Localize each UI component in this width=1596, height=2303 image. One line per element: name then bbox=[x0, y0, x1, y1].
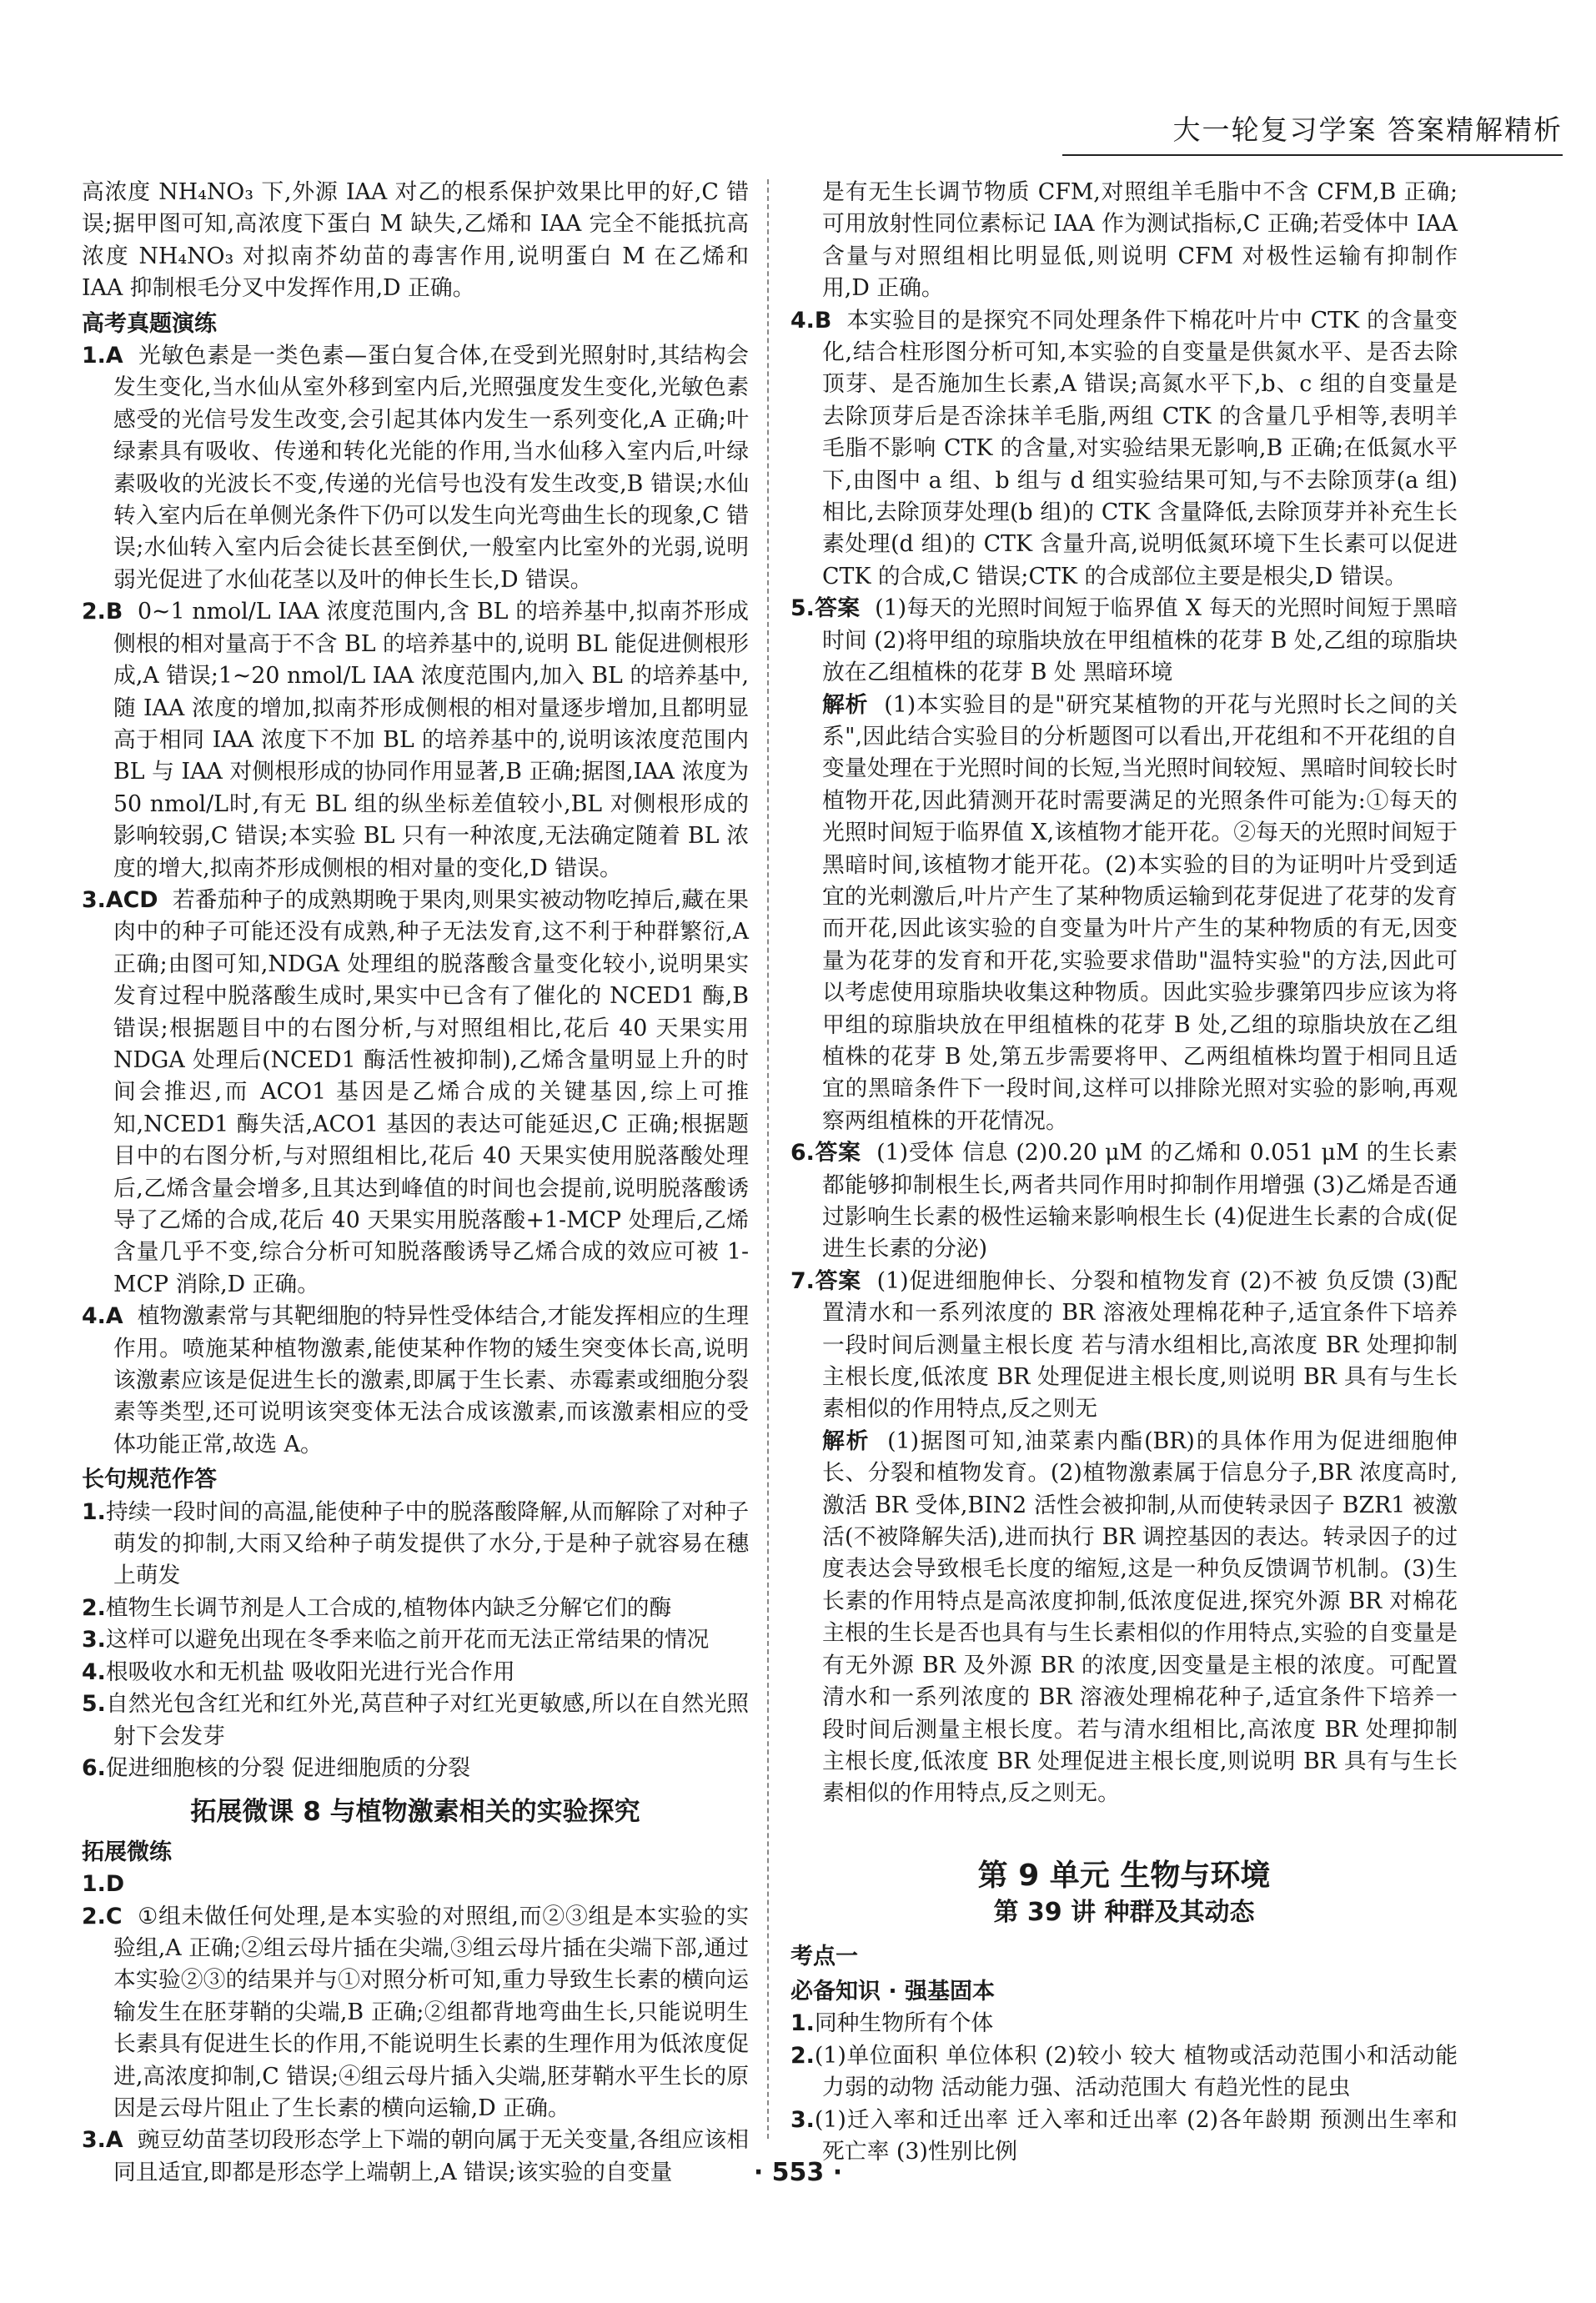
item-number: 1.A bbox=[82, 343, 123, 369]
analysis-text: (1)本实验目的是"研究某植物的开花与光照时长之间的关系",因此结合实验目的分析题图可以看出,开花组和不开花组的自变量处理在于光照时间的长短,当光照时间较短、黑暗时间较长时植物开花,因此猜测开花时需要满足的光照条件可能为:①每天的光照时间短于临界值 X,该植物才能开花。②每天的光照时间短于黑暗时间,该植物才能开花。(2)本实验的目的为证明叶片受到适宜的光刺激后,叶片产生了某种物质运输到花芽促进了花芽的发育而开花,因此该实验的自变量为叶片产生的某种物质的有无,因变量为花芽的发育和开花,实验要求借助"温特实验"的方法,因此可以考虑使用琼脂块收集这种物质。因此实验步骤第四步应该为将甲组的琼脂块放在甲组植株的花芽 B 处,乙组的琼脂块放在乙组植株的花芽 B 处,第五步需要将甲、乙两组植株均置于相同且适宜的黑暗条件下一段时间,这样可以排除光照对实验的影响,再观察两组植株的开花情况。 bbox=[822, 691, 1458, 1134]
item-text: 自然光包含红光和红外光,莴苣种子对红光更敏感,所以在自然光照射下会发芽 bbox=[105, 1691, 749, 1749]
answer-item bbox=[82, 1753, 749, 1784]
item-text: (1)迁入率和迁出率 迁入率和迁出率 (2)各年龄期 预测出生率和死亡率 (3)性别比例 bbox=[814, 2106, 1458, 2165]
answer-item bbox=[790, 305, 1458, 594]
right-column bbox=[790, 177, 1458, 2168]
analysis-label: 解析 bbox=[822, 1427, 871, 1454]
page-number: · 553 · bbox=[753, 2158, 843, 2187]
item-number: 3.ACD bbox=[82, 886, 158, 913]
item-number: 6.答案 bbox=[790, 1140, 861, 1167]
item-number: 2.C bbox=[82, 1903, 123, 1929]
item-number: 3. bbox=[82, 1627, 106, 1653]
item-text: (1)每天的光照时间短于临界值 X 每天的光照时间短于黑暗时间 (2)将甲组的琼脂块放在甲组植株的花芽 B 处,乙组的琼脂块放在乙组植株的花芽 B 处 黑暗环境 bbox=[822, 595, 1458, 686]
item-text: 植物激素常与其靶细胞的特异性受体结合,才能发挥相应的生理作用。喷施某种植物激素,能使某种作物的矮生突变体长高,说明该激素应该是促进生长的激素,即属于生长素、赤霉素或细胞分裂素等类型,还可说明该突变体无法合成该激素,而该激素相应的受体功能正常,故选 A。 bbox=[113, 1303, 749, 1458]
answer-item bbox=[82, 1593, 749, 1624]
answer-item bbox=[82, 1624, 749, 1656]
section-heading-exam: 高考真题演练 bbox=[82, 310, 217, 337]
item-text: 若番茄种子的成熟期晚于果肉,则果实被动物吃掉后,藏在果肉中的种子可能还没有成熟,种子无法发育,这不利于种群繁衍,A 正确;由图可知,NDGA 处理组的脱落酸含量变化较小,说明果实发育过程中脱落酸生成时,果实中已含有了催化的 NCED1 酶,B 错误;根据题目中的右图分析,与对照组相比,花后 40 天果实用 NDGA 处理后(NCED1 酶活性被抑制),乙烯含量明显上升的时间会推迟,而 ACO1 基因是乙烯合成的关键基因,综上可推知,NCED1 酶失活,ACO1 基因的表达可能延迟,C 正确;根据题目中的右图分析,与对照组相比,花后 40 天果实使用脱落酸处理后,乙烯含量会增多,且其达到峰值的时间也会提前,说明脱落酸诱导了乙烯的合成,花后 40 天果实用脱落酸+1-MCP 处理后,乙烯含量几乎不变,综合分析可知脱落酸诱导乙烯合成的效应可被 1-MCP 消除,D 正确。 bbox=[113, 886, 749, 1297]
section-heading-practice: 拓展微练 bbox=[82, 1839, 172, 1865]
running-header: 大一轮复习学案 答案精解精析 bbox=[1062, 108, 1563, 156]
analysis-paragraph bbox=[790, 690, 1458, 1138]
answer-item bbox=[82, 1657, 749, 1688]
item-text: 0~1 nmol/L IAA 浓度范围内,含 BL 的培养基中,拟南芥形成侧根的相对量高于不含 BL 的培养基中的,说明 BL 能促进侧根形成,A 错误;1~20 nmol/L IAA 浓度范围内,加入 BL 的培养基中,随 IAA 浓度的增加,拟南芥形成侧根的相对量逐步增加,且都明显高于相同 IAA 浓度下不加 BL 的培养基中的,说明该浓度范围内 BL 与 IAA 对侧根形成的协同作用显著,B 正确;据图,IAA 浓度为 50 nmol/L时,有无 BL 组的纵坐标差值较小,BL 对侧根形成的影响较弱,C 错误;本实验 BL 只有一种浓度,无法确定随着 BL 浓度的增大,拟南芥形成侧根的相对量的变化,D 错误。 bbox=[113, 599, 749, 881]
item-number: 1.D bbox=[82, 1871, 125, 1898]
item-number: 1. bbox=[82, 1498, 106, 1525]
item-text: 植物生长调节剂是人工合成的,植物体内缺乏分解它们的酶 bbox=[105, 1594, 672, 1621]
item-number: 4.B bbox=[790, 307, 832, 334]
answer-item bbox=[82, 1901, 749, 2125]
item-text: 促进细胞核的分裂 促进细胞质的分裂 bbox=[105, 1754, 471, 1781]
item-number: 4.A bbox=[82, 1303, 123, 1330]
answer-item bbox=[82, 340, 749, 596]
answer-item bbox=[790, 2008, 1458, 2040]
item-text: (1)单位面积 单位体积 (2)较小 较大 植物或活动范围小和活动能力弱的动物 活动能力强、活动范围大 有趋光性的昆虫 bbox=[814, 2042, 1458, 2101]
left-column bbox=[82, 177, 749, 2189]
item-text: 同种生物所有个体 bbox=[814, 2010, 994, 2037]
answer-item bbox=[82, 1869, 749, 1900]
knowledge-point-heading: 考点一 bbox=[790, 1943, 858, 1969]
item-text: 豌豆幼苗茎切段形态学上下端的朝向属于无关变量,各组应该相同且适宜,即都是形态学上端朝上,A 错误;该实验的自变量 bbox=[113, 2127, 749, 2185]
answer-item bbox=[82, 596, 749, 885]
item-number: 1. bbox=[790, 2010, 815, 2037]
item-number: 2.B bbox=[82, 599, 123, 625]
answer-item bbox=[790, 1137, 1458, 1266]
item-text: 本实验目的是探究不同处理条件下棉花叶片中 CTK 的含量变化,结合柱形图分析可知,本实验的自变量是供氮水平、是否去除顶芽、是否施加生长素,A 错误;高氮水平下,b、c 组的自变量是去除顶芽后是否涂抹羊毛脂,两组 CTK 的含量几乎相等,表明羊毛脂不影响 CTK 的含量,对实验结果无影响,B 正确;在低氮水平下,由图中 a 组、b 组与 d 组实验结果可知,与不去除顶芽(a 组)相比,去除顶芽处理(b 组)的 CTK 含量降低,去除顶芽并补充生长素处理(d 组)的 CTK 含量升高,说明低氮环境下生长素可以促进 CTK 的合成,C 错误;CTK 的合成部位主要是根尖,D 错误。 bbox=[822, 307, 1458, 590]
answer-item bbox=[790, 2040, 1458, 2105]
column-divider bbox=[767, 179, 769, 2139]
item-text: (1)受体 信息 (2)0.20 μM 的乙烯和 0.051 μM 的生长素都能够抑制根生长,两者共同作用时抑制作用增强 (3)乙烯是否通过影响生长素的极性运输来影响根生长 (4)促进生长素的合成(促进生长素的分泌) bbox=[822, 1140, 1458, 1262]
item-number: 5. bbox=[82, 1691, 106, 1718]
answer-item bbox=[790, 593, 1458, 689]
analysis-paragraph bbox=[790, 1426, 1458, 1810]
analysis-label: 解析 bbox=[822, 691, 869, 718]
item-text: 光敏色素是一类色素—蛋白复合体,在受到光照射时,其结构会发生变化,当水仙从室外移到室内后,光照强度发生变化,光敏色素感受的光信号发生改变,会引起其体内发生一系列变化,A 正确;叶绿素具有吸收、传递和转化光能的作用,当水仙移入室内后,叶绿素吸收的光波长不变,传递的光信号也没有发生改变,B 错误;水仙转入室内后在单侧光条件下仍可以发生向光弯曲生长的现象,C 错误;水仙转入室内后会徒长甚至倒伏,一般室内比室外的光弱,说明弱光促进了水仙花茎以及叶的伸长生长,D 错误。 bbox=[113, 343, 749, 593]
item-text: 这样可以避免出现在冬季来临之前开花而无法正常结果的情况 bbox=[105, 1627, 710, 1653]
answer-item bbox=[82, 1688, 749, 1753]
analysis-text: (1)据图可知,油菜素内酯(BR)的具体作用为促进细胞伸长、分裂和植物发育。(2)植物激素属于信息分子,BR 浓度高时,激活 BR 受体,BIN2 活性会被抑制,从而使转录因子 BZR1 被激活(不被降解失活),进而执行 BR 调控基因的表达。转录因子的过度表达会导致根毛长度的缩短,这是一种负反馈调节机制。(3)生长素的作用特点是高浓度抑制,低浓度促进,探究外源 BR 对棉花主根的生长是否也具有与生长素相似的作用特点,实验的自变量是有无外源 BR 及外源 BR 的浓度,因变量是主根的浓度。可配置清水和一系列浓度的 BR 溶液处理棉花种子,适宜条件下培养一段时间后测量主根长度。若与清水组相比,高浓度 BR 处理抑制主根长度,低浓度 BR 处理促进主根长度,则说明 BR 具有与生长素相似的作用特点,反之则无。 bbox=[822, 1427, 1458, 1807]
item-number: 4. bbox=[82, 1658, 106, 1685]
item-number: 3. bbox=[790, 2106, 815, 2133]
knowledge-point-subheading: 必备知识 · 强基固本 bbox=[790, 1978, 996, 2004]
answer-item bbox=[82, 1497, 749, 1593]
item-number: 7.答案 bbox=[790, 1267, 861, 1294]
item-text: ①组未做任何处理,是本实验的对照组,而②③组是本实验的实验组,A 正确;②组云母片插在尖端,③组云母片插在尖端下部,通过本实验②③的结果并与①对照分析可知,重力导致生长素的横向运输发生在胚芽鞘的尖端,B 正确;②组都背地弯曲生长,只能说明生长素具有促进生长的作用,不能说明生长素的生理作用为低浓度促进,高浓度抑制,C 错误;④组云母片插入尖端,胚芽鞘水平生长的原因是云母片阻止了生长素的横向运输,D 正确。 bbox=[113, 1903, 749, 2121]
item-number: 2. bbox=[82, 1594, 106, 1621]
item-text: 根吸收水和无机盐 吸收阳光进行光合作用 bbox=[105, 1658, 515, 1685]
item-number: 3.A bbox=[82, 2127, 123, 2154]
answer-item bbox=[82, 885, 749, 1301]
item-number: 2. bbox=[790, 2042, 815, 2069]
intro-paragraph: 高浓度 NH₄NO₃ 下,外源 IAA 对乙的根系保护效果比甲的好,C 错误;据甲图可知,高浓度下蛋白 M 缺失,乙烯和 IAA 完全不能抵抗高浓度 NH₄NO₃ 对拟南芥幼苗的毒害作用,说明蛋白 M 在乙烯和 IAA 抑制根毛分叉中发挥作用,D 正确。 bbox=[82, 179, 749, 302]
item-text: (1)促进细胞伸长、分裂和植物发育 (2)不被 负反馈 (3)配置清水和一系列浓度的 BR 溶液处理棉花种子,适宜条件下培养一段时间后测量主根长度 若与清水组相比,高浓度 BR 处理抑制主根长度,低浓度 BR 处理促进主根长度,则说明 BR 具有与生长素相似的作用特点,反之则无 bbox=[822, 1267, 1458, 1422]
item-text: 持续一段时间的高温,能使种子中的脱落酸降解,从而解除了对种子萌发的抑制,大雨又给种子萌发提供了水分,于是种子就容易在穗上萌发 bbox=[105, 1498, 749, 1589]
unit-title: 第 9 单元 生物与环境 bbox=[977, 1858, 1271, 1893]
continued-paragraph: 是有无生长调节物质 CFM,对照组羊毛脂中不含 CFM,B 正确;可用放射性同位素标记 IAA 作为测试指标,C 正确;若受体中 IAA 含量与对照组相比明显低,则说明 CFM 对极性运输有抑制作用,D 正确。 bbox=[822, 179, 1458, 302]
answer-item bbox=[790, 1266, 1458, 1426]
item-number: 5.答案 bbox=[790, 595, 861, 622]
answer-item bbox=[82, 1301, 749, 1461]
topic-title: 拓展微课 8 与植物激素相关的实验探究 bbox=[190, 1797, 640, 1828]
item-number: 6. bbox=[82, 1754, 106, 1781]
section-heading-long-answer: 长句规范作答 bbox=[82, 1467, 217, 1493]
lesson-title: 第 39 讲 种群及其动态 bbox=[993, 1898, 1255, 1928]
